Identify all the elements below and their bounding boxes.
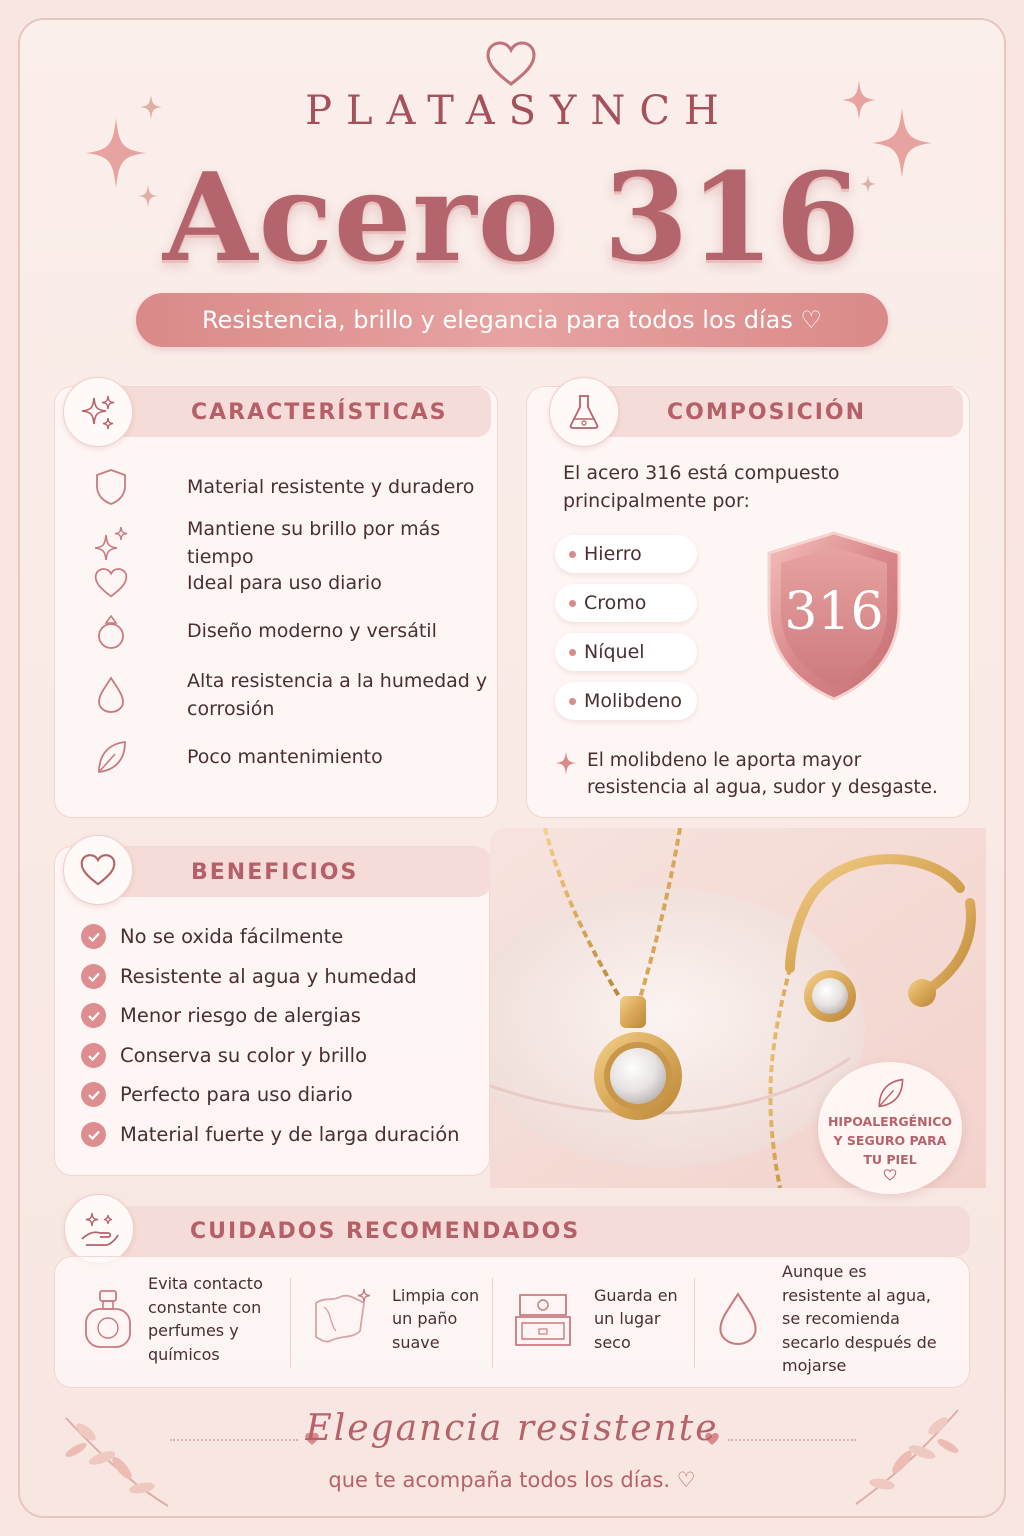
sparkle-icon bbox=[555, 751, 577, 775]
care-item bbox=[512, 1266, 692, 1372]
subtitle-banner bbox=[136, 293, 888, 347]
heart-icon bbox=[79, 853, 117, 887]
feature-item bbox=[91, 737, 507, 777]
check-icon bbox=[81, 924, 106, 949]
check-icon bbox=[81, 1043, 106, 1068]
check-icon bbox=[81, 964, 106, 989]
ring-icon bbox=[94, 612, 128, 650]
beneficios-heading bbox=[95, 847, 491, 897]
beneficios-badge bbox=[63, 835, 133, 905]
feature-label: Diseño moderno y versátil bbox=[187, 620, 437, 642]
element-label: Níquel bbox=[584, 641, 645, 663]
brand-name: PLATASYNCH bbox=[305, 88, 733, 134]
sparkles-icon bbox=[78, 392, 118, 432]
benefit-item bbox=[81, 964, 417, 989]
heart-icon bbox=[93, 567, 129, 599]
bullet-dot bbox=[569, 551, 576, 558]
check-icon bbox=[81, 1122, 106, 1147]
caracteristicas-card bbox=[54, 386, 498, 818]
subtitle-text: Resistencia, brillo y elegancia para todos los días ♡ bbox=[201, 306, 823, 334]
care-item bbox=[716, 1262, 956, 1376]
composicion-badge bbox=[549, 377, 619, 447]
element-label: Cromo bbox=[584, 592, 647, 614]
shield-316-text: 316 bbox=[784, 582, 884, 642]
composicion-heading bbox=[567, 387, 963, 437]
feature-item bbox=[91, 467, 507, 507]
benefit-item bbox=[81, 1122, 460, 1147]
element-pill bbox=[555, 535, 697, 573]
page-title: Acero 316 bbox=[162, 145, 862, 289]
caracteristicas-heading bbox=[95, 387, 491, 437]
heart-outline-icon bbox=[485, 40, 537, 88]
cuidados-heading bbox=[94, 1206, 970, 1256]
shield-316-badge bbox=[759, 529, 909, 704]
care-item bbox=[82, 1266, 282, 1372]
divider bbox=[694, 1278, 695, 1368]
benefit-item bbox=[81, 1043, 367, 1068]
element-pill bbox=[555, 584, 697, 622]
shield-icon bbox=[94, 468, 128, 506]
element-label: Hierro bbox=[584, 543, 642, 565]
benefit-label: Perfecto para uso diario bbox=[120, 1083, 353, 1106]
feature-label: Ideal para uso diario bbox=[187, 572, 382, 594]
divider bbox=[492, 1278, 493, 1368]
cuidados-heading-text: CUIDADOS RECOMENDADOS bbox=[190, 1218, 581, 1244]
bullet-dot bbox=[569, 649, 576, 656]
care-label: Evita contacto constante con perfumes y químicos bbox=[148, 1274, 263, 1364]
leaf-icon bbox=[873, 1076, 907, 1110]
feature-label: Mantiene su brillo por más tiempo bbox=[187, 518, 441, 568]
cuidados-badge bbox=[64, 1194, 134, 1264]
check-icon bbox=[81, 1082, 106, 1107]
care-item bbox=[310, 1266, 490, 1372]
feature-label: Poco mantenimiento bbox=[187, 746, 383, 768]
benefit-item bbox=[81, 924, 343, 949]
feature-item bbox=[91, 667, 507, 723]
sparkle-icon bbox=[93, 525, 129, 561]
bullet-dot bbox=[569, 600, 576, 607]
benefit-label: Resistente al agua y humedad bbox=[120, 965, 417, 988]
divider bbox=[290, 1278, 291, 1368]
jewelry-box-icon bbox=[512, 1287, 574, 1351]
feature-item bbox=[91, 563, 507, 603]
hypoallergenic-text: HIPOALERGÉNICO Y SEGURO PARA TU PIEL bbox=[827, 1113, 953, 1167]
footer-script-title: Elegancia resistente bbox=[305, 1408, 719, 1449]
feature-label: Material resistente y duradero bbox=[187, 476, 475, 498]
composicion-intro: El acero 316 está compuesto principalmente por: bbox=[563, 462, 840, 512]
element-pill bbox=[555, 682, 697, 720]
element-pill bbox=[555, 633, 697, 671]
benefit-item bbox=[81, 1003, 361, 1028]
beneficios-heading-text: BENEFICIOS bbox=[191, 859, 359, 885]
care-label: Guarda en un lugar seco bbox=[594, 1285, 678, 1352]
check-icon bbox=[81, 1003, 106, 1028]
heart-icon bbox=[883, 1169, 897, 1181]
hand-sparkle-icon bbox=[78, 1209, 120, 1249]
caracteristicas-heading-text: CARACTERÍSTICAS bbox=[191, 399, 448, 425]
water-drop-icon bbox=[716, 1289, 760, 1349]
cloth-icon bbox=[310, 1287, 376, 1351]
composicion-note: El molibdeno le aporta mayor resistencia al agua, sudor y desgaste. bbox=[587, 750, 938, 798]
footer-tagline: que te acompaña todos los días. ♡ bbox=[328, 1468, 696, 1492]
care-label: Aunque es resistente al agua, se recomienda secarlo después de mojarse bbox=[782, 1262, 937, 1376]
perfume-icon bbox=[82, 1287, 134, 1351]
composicion-heading-text: COMPOSICIÓN bbox=[667, 399, 867, 425]
leaf-icon bbox=[93, 738, 129, 776]
benefit-label: No se oxida fácilmente bbox=[120, 925, 344, 948]
caracteristicas-badge bbox=[63, 377, 133, 447]
feature-label: Alta resistencia a la humedad y corrosión bbox=[187, 670, 488, 720]
beneficios-card bbox=[54, 846, 490, 1176]
benefit-item bbox=[81, 1082, 353, 1107]
hypoallergenic-badge bbox=[818, 1062, 962, 1194]
bullet-dot bbox=[569, 698, 576, 705]
element-label: Molibdeno bbox=[584, 690, 683, 712]
flask-icon bbox=[567, 393, 601, 431]
care-label: Limpia con un paño suave bbox=[392, 1285, 480, 1352]
benefit-label: Menor riesgo de alergias bbox=[120, 1004, 361, 1027]
composicion-card bbox=[526, 386, 970, 818]
benefit-label: Conserva su color y brillo bbox=[120, 1044, 368, 1067]
drop-icon bbox=[96, 675, 126, 715]
benefit-label: Material fuerte y de larga duración bbox=[120, 1123, 460, 1146]
feature-item bbox=[91, 611, 507, 651]
